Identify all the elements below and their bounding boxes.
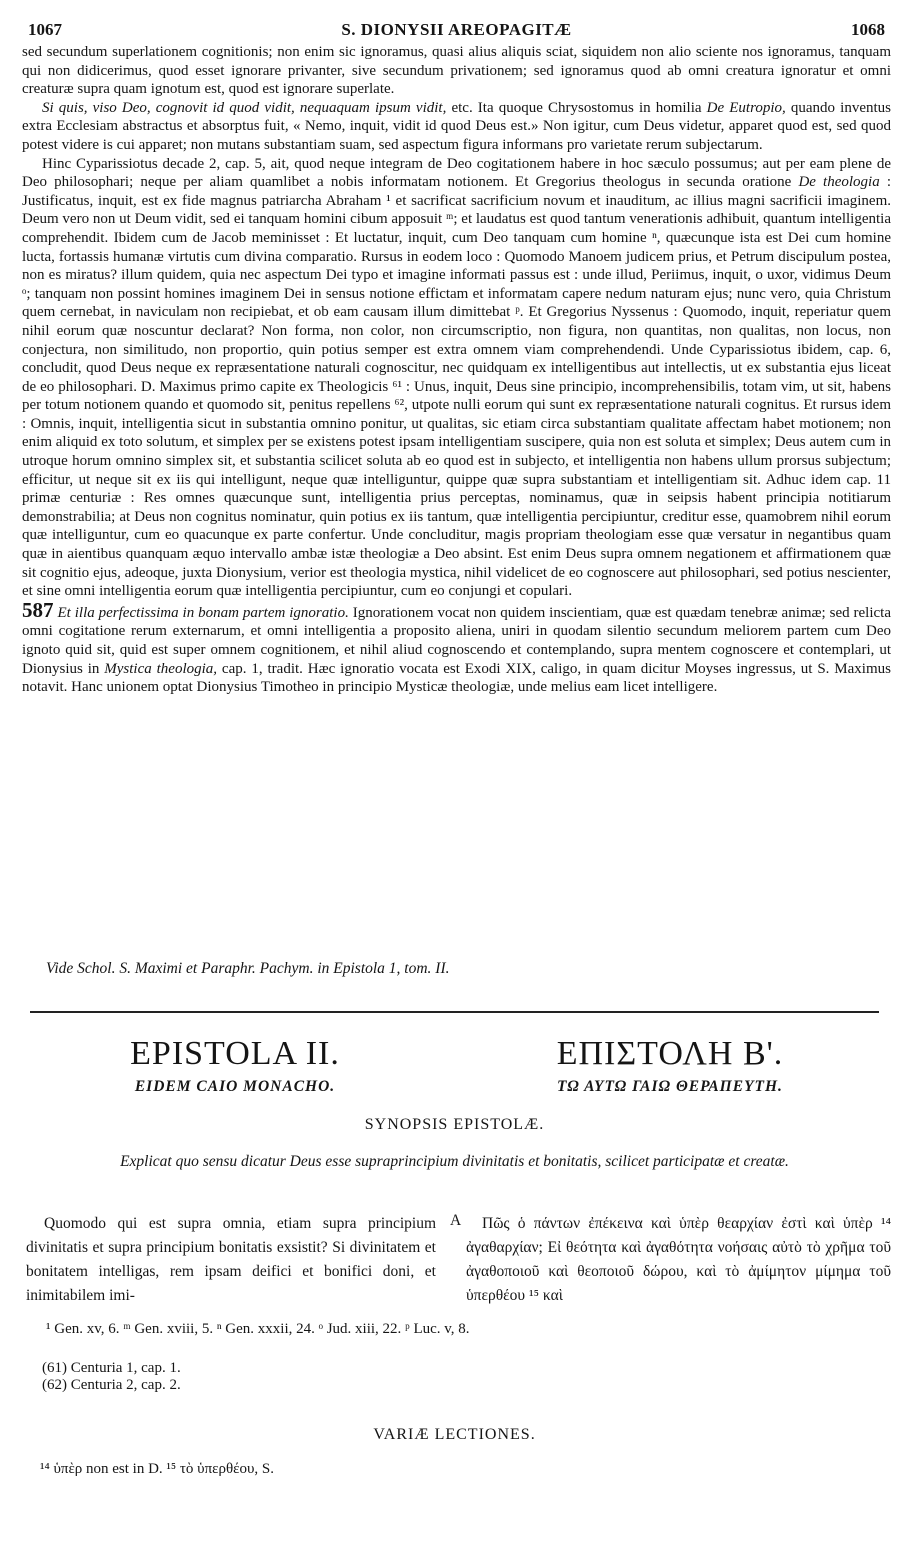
latin-column xyxy=(26,1212,436,1308)
scripture-references: ¹ Gen. xv, 6. ᵐ Gen. xviii, 5. ⁿ Gen. xxxii, 24. ᵒ Jud. xiii, 22. ᵖ Luc. v, 8. xyxy=(46,1321,470,1337)
page-number-left: 1067 xyxy=(28,20,62,39)
lemma: Et illa perfectissima in bonam partem ignoratio. xyxy=(57,604,349,621)
synopsis-heading: SYNOPSIS EPISTOLÆ. xyxy=(364,1116,545,1133)
column-marker: A xyxy=(450,1212,462,1229)
running-title: S. DIONYSII AREOPAGITÆ xyxy=(341,20,572,39)
epistola-title-latin: EPISTOLA II. xyxy=(130,1035,340,1072)
paragraph-3: Hinc Cyparissiotus decade 2, cap. 5, ait, quod neque integram de Deo cogitationem habere in hoc sæculo possumus; aut per eam plene de Deo philosophari; neque per aliam quamlibet a nobis informatam notionem. Et Gregorius theologus in secunda oratione De theologia : Justificatus, inquit, est ex fide magnus patriarcha Abraham ¹ et sacrificat sacrificium novum et inauditum, ac illius magni sacrificii imaginem. Deum vero non ut Deum vidit, sed ei tanquam homini cibum apposuit ᵐ; et laudatus est quod tantum venerationis adhibuit, quantum intelligentia comprehendit. Ibidem cum de Jacob meminisset : Et luctatur, inquit, cum Deo tanquam cum homine ⁿ, quæcunque ista est Dei cum homine lucta, fortassis humanæ virtutis cum divina comparatio. Rursus in eodem loco : Quomodo Manoem judicem prius, et Petrum discipulum postea, non es miratus? illum quidem, quia nec aspectum Dei typo et imagine informati passus est : unde illud, Periimus, inquit, o uxor, vidimus Deum ᵒ; tanquam non possint homines imaginem Dei in sensus notione effictam et informatam capere nedum naturam ejus; nunc vero, quia Christum quem cernebat, in naviculam non recipiebat, et ob eam causam illum dimittebat ᵖ. Et Gregorius Nyssenus : Quomodo, inquit, reperiatur quem nihil eorum quæ noscuntur declarat? Non forma, non color, non circumscriptio, non figura, non quantitas, non qualitas, non locus, non conjectura, non similitudo, non proportio, quin potius semper est extra omnem viam comprehendendi. Unde Cyparissiotus ibidem, cap. 6, concludit, quod Deus neque ex repræsentatione naturali cognoscitur, nec quidquam ex intelligentibus aut intellectis, ut ex substantia ejus liceat de eo philosophari. D. Maximus primo capite ex Theologicis ⁶¹ : Unus, inquit, Deus sine principio, incomprehensibilis, totam vim, ut sit, habens per totum notionem quando et quomodo sit, penitus repellens ⁶², utpote nulli eorum qui sunt ex repræsentatione naturali cognitus. Et rursus idem : Omnis, inquit, intelligentia sicut in substantia omnino ponitur, ut qualitas, sic etiam circa substantiam qualitate affectam habet motionem; non enim aliquid ex toto solutum, et simplex per se existens potest ipsam intelligentiam suscipere, quia non est soluta et simplex; Deus autem cum in utroque horum omnino simplex sit, et substantia scilicet soluta ab eo quod est in subjecto, et intelligentia non habens ullum prorsus subjectum; efficitur, ut neque sit ex iis qui intelligunt, neque quæ intelliguntur, quippe quæ supra substantiam et intelligentiam sit. Adhuc idem cap. 11 primæ centuriæ : Res omnes quæcunque sunt, intelligentia prius perceptas, nominamus, quæ in seipsis habent principia notitiarum demonstrabilia; at Deus non cognitus nominatur, quin potius ex iis tantum, quæ intelligentia percipiuntur, creditur esse, quamobrem nihil eorum quæ intelliguntur, cum eo quacunque ex parte confertur. Unde concluditur, magis propriam theologiam esse quæ versatur in negantibus quam quæ in aientibus quanquam æquo intervallo ambæ istæ theologiæ a Deo absint. Est enim Deus supra omnem negationem et affirmationem quæ sit cognitio ejus, adeoque, juxta Dionysium, verior est theologia mystica, nihil videlicet de eo cognoscere aut philosophari, sed potius nescienter, et sine omni intelligentia eorum quæ intelligentia percipiuntur, cum eo conjungi et copulari. xyxy=(22,155,891,600)
paragraph-1: sed secundum superlationem cognitionis; non enim sic ignoramus, quasi alius aliquis sciat, siquidem non alio sciente nos ignoramus, tanquam qui non didicerimus, quod esset ignorare privanter, sive secundum privationem; sed ignoramus quod ab omni creatura ignoratur et omni creaturæ supra quam ignotum est, quod est ignorare superlate. xyxy=(22,44,891,98)
page-number-right: 1068 xyxy=(851,20,885,39)
work-title: De theologia xyxy=(798,174,880,191)
epistola-subtitle-greek: ΤΩ ΑΥΤΩ ΓΑΙΩ ΘΕΡΑΠΕΥΤΗ. xyxy=(557,1078,783,1095)
variae-heading: VARIÆ LECTIONES. xyxy=(373,1426,536,1443)
commentary-body xyxy=(22,43,891,697)
footnote: (61) Centuria 1, cap. 1. xyxy=(42,1360,181,1376)
greek-column xyxy=(466,1212,891,1308)
latin-text: Quomodo qui est supra omnia, etiam supra principium divinitatis et supra principium bonitatis exsistit? Si divinitatem et bonitatem intelligas, rem ipsam deifici et bonifici doni, et inimitabilem imi- xyxy=(26,1215,436,1304)
paragraph-4: 587 Et illa perfectissima in bonam partem ignoratio. Ignorationem vocat non quidem inscientiam, quæ est quædam tenebræ animæ; sed relicta omni cogitatione rerum externarum, et omni intelligentia a proposito aliena, uniri in quodam silentio secundum meliorem partem cum Deo ignoto quid sit, quid est super omnem cognitionem, et nihil aliud cognoscendo et contemplando, supra mentem cognoscere et contemplari, ut Dionysius in Mystica theologia, cap. 1, tradit. Hæc ignoratio vocata est Exodi XIX, caligo, in quam dicitur Moyses ingressus, ut S. Maximus notavit. Hanc unionem optat Dionysius Timotheo in principio Mysticæ theologiæ, unde melius eam licet intelligere. xyxy=(22,597,892,696)
work-title: De Eutropio, xyxy=(706,99,786,116)
variae-text: ¹⁴ ὑπὲρ non est in D. ¹⁵ τὸ ὑπερθέου, S. xyxy=(40,1461,274,1477)
lemma: Si quis, viso Deo, cognovit id quod vidit, nequaquam ipsum vidit, xyxy=(42,99,447,116)
section-divider xyxy=(30,1011,879,1013)
epistola-title-greek: ΕΠΙΣΤΟΛΗ Β'. xyxy=(556,1035,784,1072)
synopsis-text: Explicat quo sensu dicatur Deus esse supraprincipium divinitatis et bonitatis, scilicet participatæ et creatæ. xyxy=(120,1153,789,1170)
cross-reference: Vide Schol. S. Maximi et Paraphr. Pachym. in Epistola 1, tom. II. xyxy=(46,960,450,977)
greek-text: Πῶς ὁ πάντων ἐπέκεινα καὶ ὑπὲρ θεαρχίαν ἐστὶ καὶ ὑπὲρ ¹⁴ ἀγαθαρχίαν; Εἰ θεότητα καὶ ἀγαθότητα νοήσαις αὐτὸ τὸ χρῆμα τοῦ ἀγαθοποιοῦ καὶ θεοποιοῦ δώρου, καὶ τὸ ἀμίμητον μίμημα τοῦ ὑπερθέου ¹⁵ καὶ xyxy=(466,1215,891,1304)
running-header xyxy=(28,20,885,42)
paragraph-2: Si quis, viso Deo, cognovit id quod vidit, nequaquam ipsum vidit, etc. Ita quoque Chrysostomus in homilia De Eutropio, quando inventus extra Ecclesiam abstractus et absorptus fuit, « Nemo, inquit, vidit id quod Deus est.» Non igitur, cum Deus videtur, apparet quod est, sed quod potest videre is cui apparet; non mutans substantiam suam, sed aspectum figura informans pro varietate rerum subjectarum. xyxy=(22,99,891,153)
section-number: 587 xyxy=(22,597,54,622)
work-title: Mystica theologia, xyxy=(104,660,218,677)
footnote: (62) Centuria 2, cap. 2. xyxy=(42,1377,181,1393)
footnotes xyxy=(42,1360,181,1394)
epistola-subtitle-latin: EIDEM CAIO MONACHO. xyxy=(134,1078,336,1095)
